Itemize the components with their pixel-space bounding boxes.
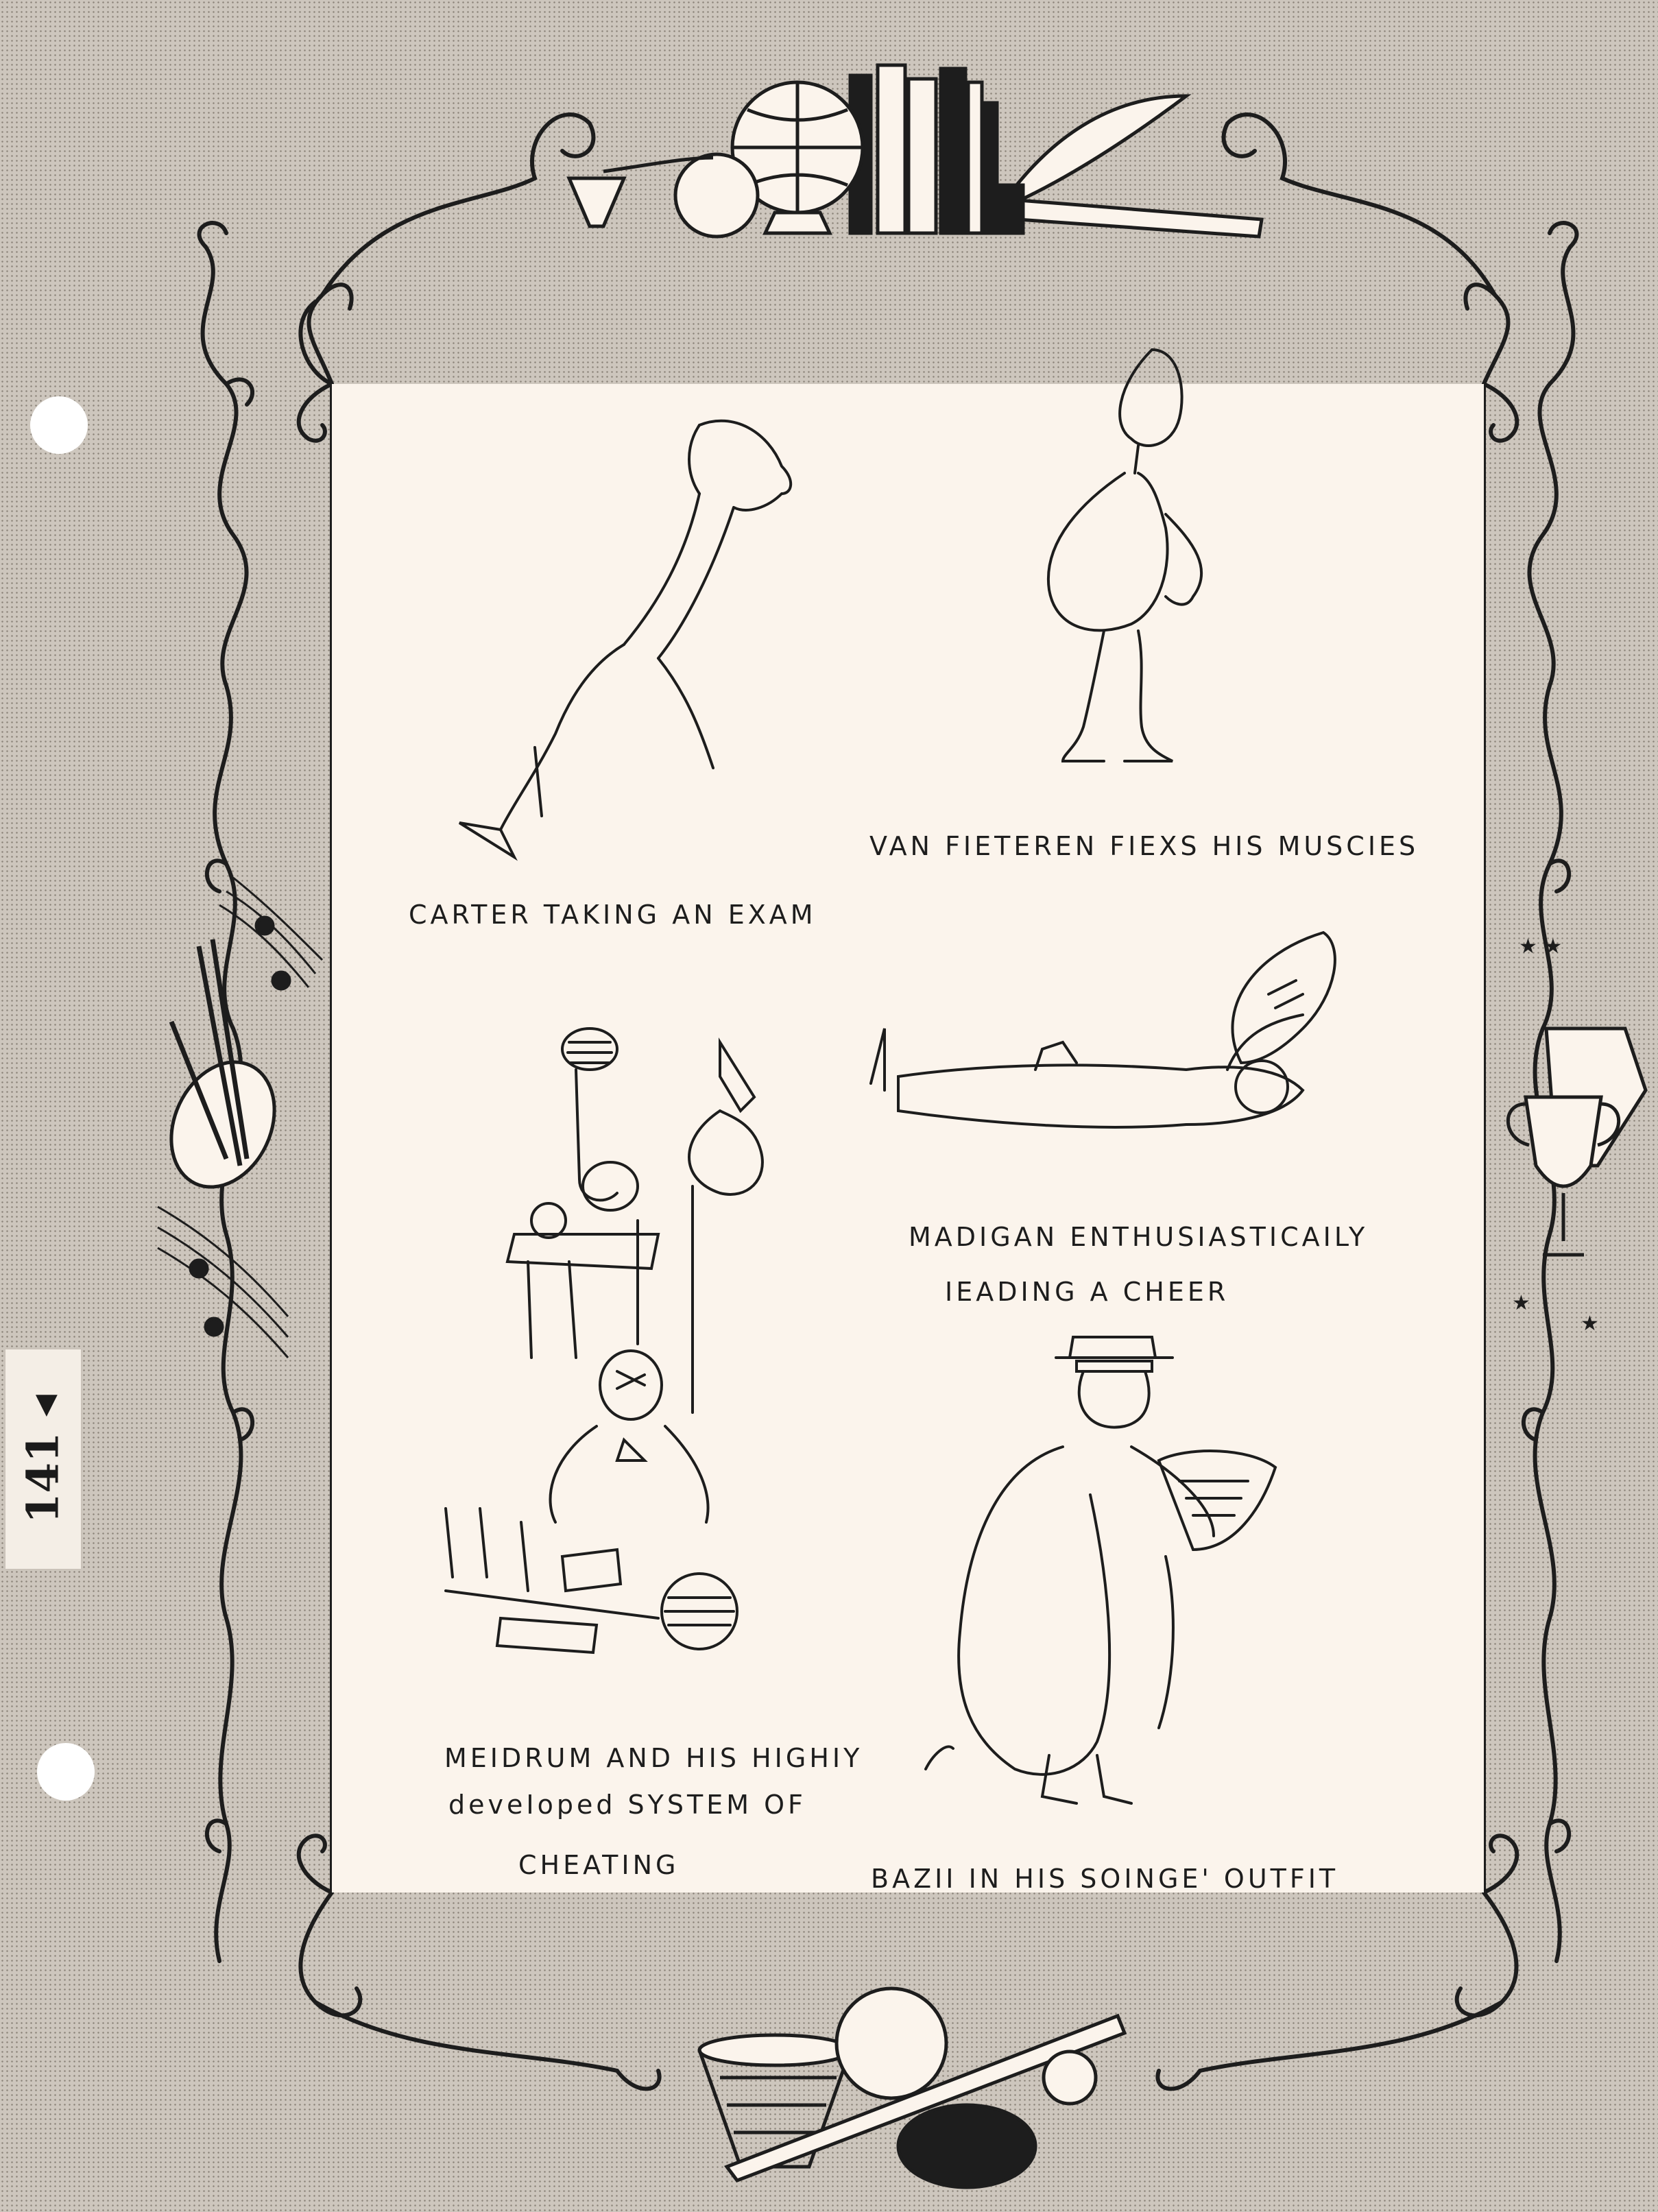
meldrum-caption-line-3: CHEATING	[518, 1850, 680, 1880]
top-ornament-group	[569, 65, 1262, 237]
bazil-cartoon	[891, 1330, 1289, 1824]
madigan-caption-line-1: MADIGAN ENTHUSIASTICAILY	[909, 1222, 1369, 1252]
bottom-ornament-group	[699, 1988, 1125, 2187]
page-number-value: 141	[17, 1432, 69, 1524]
madigan-cartoon	[857, 926, 1358, 1152]
van-fieteren-cartoon	[1022, 336, 1227, 789]
carter-caption: CARTER TAKING AN EXAM	[409, 900, 817, 930]
carter-cartoon	[398, 405, 837, 871]
page-arrow-icon: ◂	[17, 1395, 69, 1417]
meldrum-cartoon	[432, 1015, 789, 1687]
right-ornament-group	[1508, 935, 1646, 1336]
svg-text:★ ★: ★ ★	[1519, 935, 1563, 959]
meldrum-caption-line-1: MEIDRUM AND HIS HIGHIY	[444, 1743, 863, 1773]
svg-text:★: ★	[1581, 1312, 1599, 1336]
svg-text:★: ★	[1512, 1291, 1530, 1315]
meldrum-caption-line-2: deveIoped SYSTEM OF	[448, 1790, 806, 1820]
left-ornament-group	[152, 878, 322, 1358]
bazil-caption: BAZII IN HIS SOINGE' OUTFIT	[871, 1864, 1339, 1894]
van-fieteren-caption: VAN FIETEREN FIEXS HIS MUSCIES	[869, 831, 1419, 861]
madigan-caption-line-2: IEADING A CHEER	[945, 1277, 1229, 1307]
